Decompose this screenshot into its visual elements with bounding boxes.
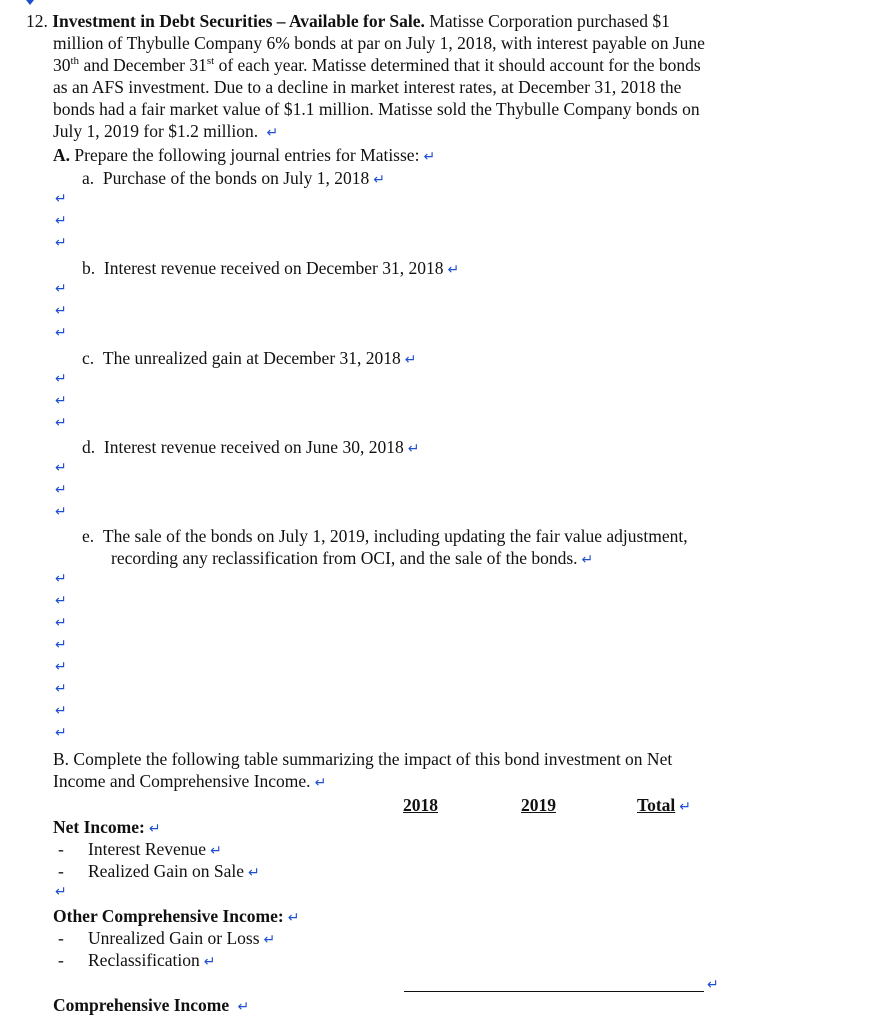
paragraph-mark-icon: ↵ [287,910,300,926]
part-b-line-2: Income and Comprehensive Income. ↵ [53,771,327,791]
paragraph-mark-icon: ↵ [423,149,436,165]
paragraph-mark-icon: ↵ [407,441,420,457]
column-header-2019: 2019 [521,795,556,815]
paragraph-mark-icon: ↵ [237,999,250,1015]
paragraph-mark-icon: ↵ [55,593,67,609]
dash-bullet: - [58,928,64,948]
net-income-heading: Net Income: ↵ [53,817,161,837]
paragraph-mark-icon: ↵ [581,552,594,568]
paragraph-mark-icon: ↵ [55,191,67,207]
paragraph-mark-icon: ↵ [679,799,691,815]
paragraph-mark-icon: ↵ [210,843,222,859]
paragraph-mark-icon: ↵ [404,352,417,368]
paragraph-mark-icon: ↵ [55,460,67,476]
paragraph-mark-icon: ↵ [55,703,67,719]
problem-title: Investment in Debt Securities – Available for Sale. [52,11,425,31]
column-header-2018: 2018 [403,795,438,815]
item-a: a. Purchase of the bonds on July 1, 2018 ↵ [82,168,386,188]
paragraph-mark-icon: ↵ [266,125,279,141]
column-header-total: Total ↵ [637,795,691,815]
paragraph-mark-icon: ↵ [55,371,67,387]
problem-line-3: 30th and December 31st of each year. Matisse determined that it should account for the bonds [53,55,701,75]
total-underline [404,991,704,992]
problem-line-1: 12. Investment in Debt Securities – Available for Sale. Matisse Corporation purchased $1 [26,11,670,31]
row-unrealized-gain-loss: Unrealized Gain or Loss ↵ [88,928,276,948]
paragraph-mark-icon: ↵ [55,482,67,498]
item-b: b. Interest revenue received on December 31, 2018 ↵ [82,258,460,278]
paragraph-mark-icon: ↵ [55,393,67,409]
row-interest-revenue: Interest Revenue ↵ [88,839,222,859]
paragraph-mark-icon: ↵ [55,681,67,697]
problem-line-4: as an AFS investment. Due to a decline in market interest rates, at December 31, 2018 the [53,77,682,97]
paragraph-mark-icon: ↵ [55,504,67,520]
row-reclassification: Reclassification ↵ [88,950,216,970]
paragraph-mark-icon: ↵ [55,571,67,587]
paragraph-mark-icon: ↵ [55,303,67,319]
paragraph-mark-icon: ↵ [55,725,67,741]
paragraph-mark-icon: ↵ [55,235,67,251]
dash-bullet: - [58,861,64,881]
part-a-heading: A. Prepare the following journal entries for Matisse: ↵ [53,145,436,165]
paragraph-mark-icon: ↵ [707,977,719,993]
paragraph-mark-icon: ↵ [55,213,67,229]
row-realized-gain: Realized Gain on Sale ↵ [88,861,260,881]
paragraph-mark-icon: ↵ [55,415,67,431]
problem-line-6: July 1, 2019 for $1.2 million. ↵ [53,121,279,141]
cursor-marker-icon [26,0,34,5]
paragraph-mark-icon: ↵ [447,262,460,278]
paragraph-mark-icon: ↵ [203,954,216,970]
item-d: d. Interest revenue received on June 30, 2018 ↵ [82,437,420,457]
oci-heading: Other Comprehensive Income: ↵ [53,906,300,926]
paragraph-mark-icon: ↵ [55,659,67,675]
paragraph-mark-icon: ↵ [55,281,67,297]
paragraph-mark-icon: ↵ [148,821,161,837]
problem-line-2: million of Thybulle Company 6% bonds at par on July 1, 2018, with interest payable on June [53,33,705,53]
item-e: e. The sale of the bonds on July 1, 2019, including updating the fair value adjustment, [82,526,688,546]
dash-bullet: - [58,950,64,970]
comprehensive-income-label: Comprehensive Income ↵ [53,995,250,1015]
paragraph-mark-icon: ↵ [55,637,67,653]
paragraph-mark-icon: ↵ [314,775,327,791]
item-c: c. The unrealized gain at December 31, 2018 ↵ [82,348,417,368]
paragraph-mark-icon: ↵ [373,172,386,188]
paragraph-mark-icon: ↵ [55,325,67,341]
paragraph-mark-icon: ↵ [55,884,67,900]
paragraph-mark-icon: ↵ [248,865,260,881]
problem-line-5: bonds had a fair market value of $1.1 million. Matisse sold the Thybulle Company bonds on [53,99,700,119]
paragraph-mark-icon: ↵ [55,615,67,631]
dash-bullet: - [58,839,64,859]
paragraph-mark-icon: ↵ [263,932,276,948]
item-e-line-2: recording any reclassification from OCI, and the sale of the bonds. ↵ [111,548,594,568]
part-b-line-1: B. Complete the following table summarizing the impact of this bond investment on Net [53,749,673,769]
